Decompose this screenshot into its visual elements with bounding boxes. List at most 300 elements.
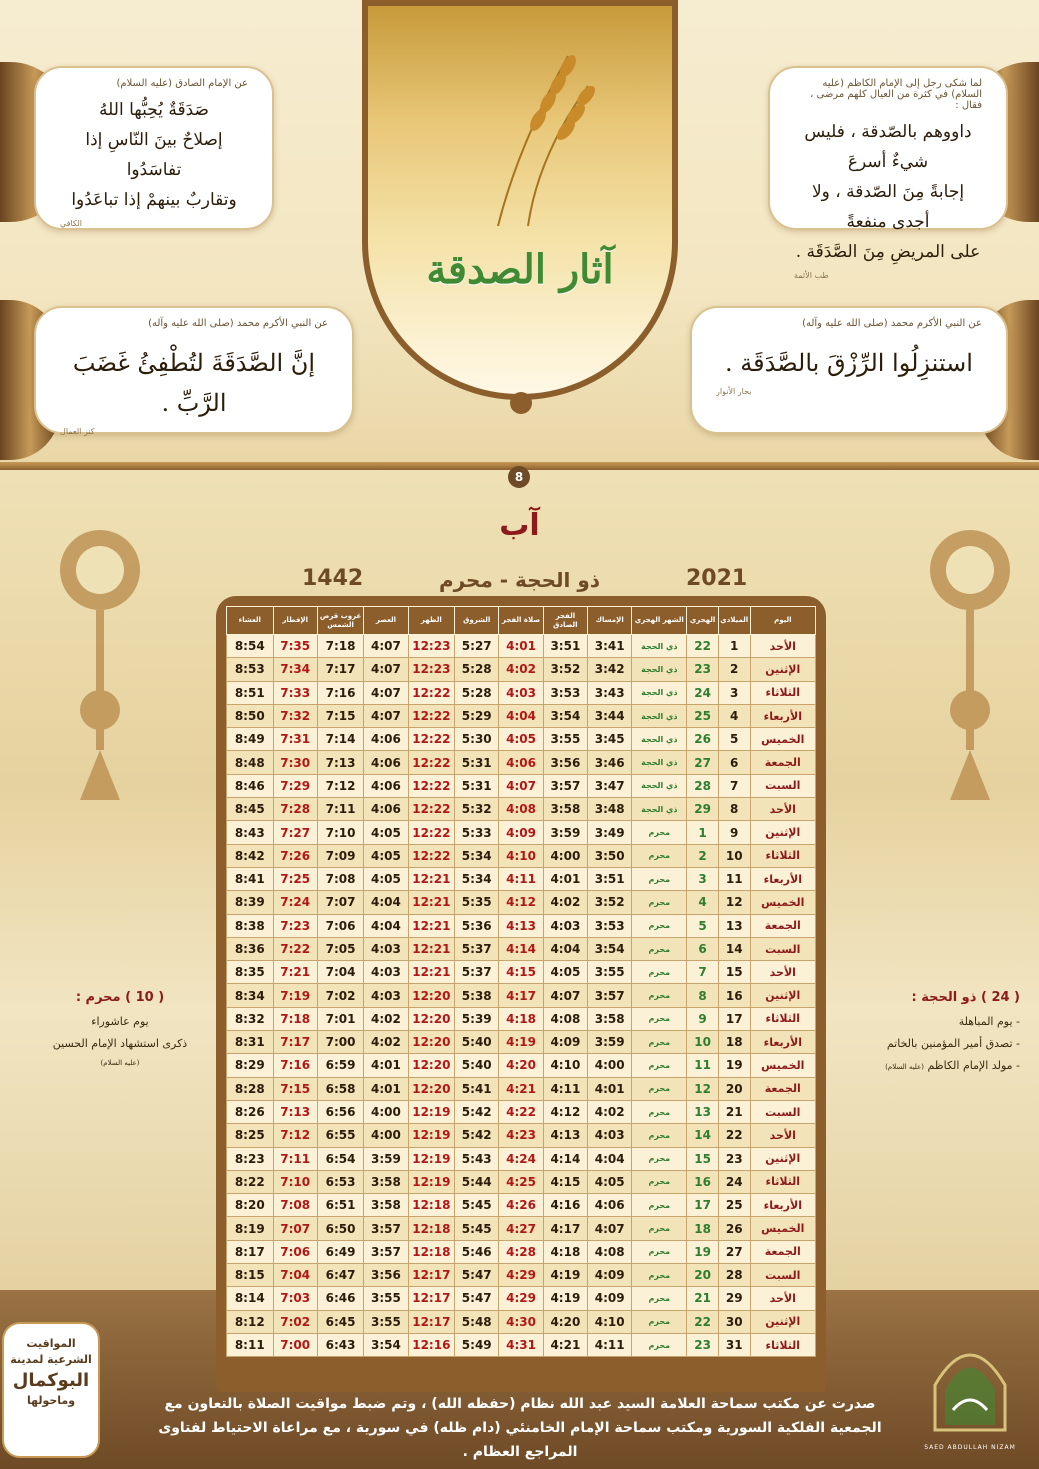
table-cell: 28 [687, 774, 719, 797]
quote-card-bottom-right [690, 306, 1008, 434]
table-cell: 12:21 [408, 867, 454, 890]
column-header: الشهر الهجري [632, 607, 687, 635]
table-cell: 7:12 [317, 774, 363, 797]
table-cell: 8:22 [227, 1170, 274, 1193]
table-cell: 5:40 [455, 1031, 499, 1054]
table-cell: ذي الحجة [632, 751, 687, 774]
table-row [227, 681, 816, 704]
wheat-image [368, 6, 672, 394]
table-cell: الإثنين [750, 821, 815, 844]
table-cell: 9 [718, 821, 750, 844]
table-cell: 8:39 [227, 891, 274, 914]
table-cell: 12:20 [408, 984, 454, 1007]
table-cell: 4:06 [364, 774, 408, 797]
table-cell: 6 [718, 751, 750, 774]
seal-logo [920, 1330, 1020, 1460]
table-cell: 3:41 [588, 635, 632, 658]
table-cell: 3:57 [364, 1240, 408, 1263]
table-cell: 18 [718, 1031, 750, 1054]
column-header: الميلادي [718, 607, 750, 635]
table-cell: 26 [687, 728, 719, 751]
badge-line: الشرعية لمدينة [10, 1353, 92, 1366]
table-cell: 3:43 [588, 681, 632, 704]
table-row [227, 821, 816, 844]
table-cell: 5:31 [455, 774, 499, 797]
table-cell: 5:49 [455, 1333, 499, 1356]
table-cell: 22 [687, 1310, 719, 1333]
table-cell: 6:47 [317, 1264, 363, 1287]
table-cell: 3:53 [543, 681, 587, 704]
table-cell: 12:22 [408, 728, 454, 751]
quote-card-top-right [768, 66, 1008, 280]
table-cell: 4:31 [499, 1333, 543, 1356]
table-cell: 4:07 [364, 681, 408, 704]
table-cell: 4:00 [588, 1054, 632, 1077]
table-row [227, 1217, 816, 1240]
gregorian-year: 2021 [686, 566, 748, 591]
table-cell: 4:04 [364, 914, 408, 937]
table-cell: 8:51 [227, 681, 274, 704]
table-cell: السبت [750, 774, 815, 797]
table-cell: 7:07 [273, 1217, 317, 1240]
table-cell: 7 [687, 961, 719, 984]
table-cell: الجمعة [750, 914, 815, 937]
table-cell: 12:17 [408, 1264, 454, 1287]
table-cell: 5:36 [455, 914, 499, 937]
event-note: (عليه السلام) [100, 1059, 140, 1067]
table-cell: 4:22 [499, 1100, 543, 1123]
table-cell: 7:04 [317, 961, 363, 984]
table-cell: 12:22 [408, 751, 454, 774]
table-cell: 4:08 [543, 1007, 587, 1030]
table-cell: 12:19 [408, 1170, 454, 1193]
table-row [227, 635, 816, 658]
table-cell: 12:19 [408, 1100, 454, 1123]
hijri-months: ذو الحجة - محرم [438, 568, 601, 592]
table-cell: 7:15 [317, 704, 363, 727]
table-cell: 5:33 [455, 821, 499, 844]
table-cell: 12:17 [408, 1287, 454, 1310]
table-cell: 5:45 [455, 1217, 499, 1240]
table-row [227, 1054, 816, 1077]
table-cell: 3:48 [588, 798, 632, 821]
table-cell: 4:15 [499, 961, 543, 984]
table-cell: الإثنين [750, 658, 815, 681]
quote-text [60, 95, 248, 215]
table-cell: 5:29 [455, 704, 499, 727]
table-cell: 4:17 [499, 984, 543, 1007]
table-cell: محرم [632, 1100, 687, 1123]
table-cell: 10 [687, 1031, 719, 1054]
table-cell: 12:22 [408, 798, 454, 821]
table-cell: 4:10 [588, 1310, 632, 1333]
table-cell: 4 [687, 891, 719, 914]
quote-reference: الكافي [60, 219, 83, 228]
table-cell: 11 [687, 1054, 719, 1077]
table-cell: 5:27 [455, 635, 499, 658]
table-cell: 4:07 [364, 704, 408, 727]
table-cell: 5:37 [455, 961, 499, 984]
table-cell: 7 [718, 774, 750, 797]
table-cell: 8:42 [227, 844, 274, 867]
table-cell: محرم [632, 1240, 687, 1263]
table-cell: 4:03 [543, 914, 587, 937]
table-cell: 4:02 [543, 891, 587, 914]
table-cell: 5:32 [455, 798, 499, 821]
quote-line: إصلاحٌ بينَ النّاسِ إذا تفاسَدُوا [85, 130, 223, 180]
event-box-right [840, 990, 1020, 1081]
table-cell: 4:07 [588, 1217, 632, 1240]
table-cell: 7:09 [317, 844, 363, 867]
table-row [227, 1147, 816, 1170]
table-cell: 1 [687, 821, 719, 844]
table-cell: 4:06 [499, 751, 543, 774]
table-cell: ذي الحجة [632, 798, 687, 821]
table-cell: 4:11 [588, 1333, 632, 1356]
table-cell: 5 [718, 728, 750, 751]
arabesque-ornament-icon [910, 510, 1030, 810]
table-cell: 8:19 [227, 1217, 274, 1240]
table-cell: 4:03 [364, 961, 408, 984]
table-cell: محرم [632, 1031, 687, 1054]
quote-line: داووهم بالصّدقة ، فليس شيءٌ أسرعَ [804, 122, 972, 172]
table-cell: 5:28 [455, 681, 499, 704]
table-cell: 4:26 [499, 1194, 543, 1217]
table-cell: 6:54 [317, 1147, 363, 1170]
table-cell: محرم [632, 1147, 687, 1170]
event-title: ( 24 ) ذو الحجة : [911, 990, 1020, 1005]
table-cell: 3:49 [588, 821, 632, 844]
table-cell: 7:21 [273, 961, 317, 984]
table-cell: 7:30 [273, 751, 317, 774]
table-cell: 6:43 [317, 1333, 363, 1356]
table-cell: 7:25 [273, 867, 317, 890]
table-row [227, 984, 816, 1007]
table-cell: الأحد [750, 798, 815, 821]
prayer-times-table-frame [216, 596, 826, 1392]
table-cell: 6:50 [317, 1217, 363, 1240]
table-cell: 3:55 [364, 1310, 408, 1333]
table-cell: 7:32 [273, 704, 317, 727]
quote-reference: كنز العمال [60, 427, 95, 436]
table-cell: 19 [718, 1054, 750, 1077]
table-cell: 3:55 [588, 961, 632, 984]
event-note: (عليه السلام) [885, 1063, 925, 1071]
table-cell: 7:29 [273, 774, 317, 797]
table-cell: محرم [632, 914, 687, 937]
table-cell: 25 [718, 1194, 750, 1217]
table-cell: 30 [718, 1310, 750, 1333]
table-cell: 3:53 [588, 914, 632, 937]
table-cell: 4:06 [364, 728, 408, 751]
table-cell: 31 [718, 1333, 750, 1356]
table-cell: 8:34 [227, 984, 274, 1007]
event-item: - تصدق أمير المؤمنين بالخاتم [886, 1037, 1020, 1050]
table-cell: 3:59 [364, 1147, 408, 1170]
table-cell: 15 [718, 961, 750, 984]
table-cell: 12:22 [408, 821, 454, 844]
quote-reference: طب الأئمة [794, 271, 829, 280]
table-cell: الأربعاء [750, 867, 815, 890]
quote-card-bottom-left [34, 306, 354, 434]
table-cell: 17 [687, 1194, 719, 1217]
table-cell: 4:04 [499, 704, 543, 727]
table-cell: الخميس [750, 1054, 815, 1077]
table-cell: 4:18 [543, 1240, 587, 1263]
table-cell: 4:01 [543, 867, 587, 890]
table-cell: 7:35 [273, 635, 317, 658]
table-cell: 18 [687, 1217, 719, 1240]
table-cell: 4:07 [364, 658, 408, 681]
table-cell: محرم [632, 1124, 687, 1147]
table-cell: 6 [687, 937, 719, 960]
table-cell: 12:18 [408, 1194, 454, 1217]
table-cell: 4:29 [499, 1264, 543, 1287]
table-cell: 8 [718, 798, 750, 821]
table-cell: 4:09 [588, 1287, 632, 1310]
table-cell: 5:47 [455, 1264, 499, 1287]
table-cell: محرم [632, 1077, 687, 1100]
badge-line: المواقيت [26, 1337, 76, 1350]
badge-city: البوكمال [12, 1370, 90, 1391]
table-cell: 7:28 [273, 798, 317, 821]
table-cell: 7:02 [317, 984, 363, 1007]
table-cell: 4:02 [364, 1007, 408, 1030]
city-badge [2, 1322, 100, 1458]
table-cell: 5:30 [455, 728, 499, 751]
table-cell: 3:46 [588, 751, 632, 774]
table-cell: 23 [687, 1333, 719, 1356]
table-cell: 7:03 [273, 1287, 317, 1310]
table-cell: 12:22 [408, 844, 454, 867]
table-cell: 20 [687, 1264, 719, 1287]
table-cell: 28 [718, 1264, 750, 1287]
table-cell: 7:17 [273, 1031, 317, 1054]
table-cell: 7:27 [273, 821, 317, 844]
table-cell: 6:49 [317, 1240, 363, 1263]
table-cell: 4:10 [499, 844, 543, 867]
table-cell: 7:06 [273, 1240, 317, 1263]
table-cell: 5:34 [455, 867, 499, 890]
table-cell: 4:03 [364, 984, 408, 1007]
wheat-icon [458, 26, 608, 226]
table-cell: 4:05 [364, 844, 408, 867]
table-cell: 3:51 [543, 635, 587, 658]
table-cell: 3:54 [364, 1333, 408, 1356]
table-cell: 7:12 [273, 1124, 317, 1147]
table-cell: 11 [718, 867, 750, 890]
table-cell: 3:52 [543, 658, 587, 681]
table-cell: 4:00 [364, 1100, 408, 1123]
table-cell: 7:33 [273, 681, 317, 704]
badge-line: وماحولها [26, 1394, 76, 1407]
table-cell: 5:43 [455, 1147, 499, 1170]
table-cell: الأربعاء [750, 1194, 815, 1217]
table-cell: 14 [687, 1124, 719, 1147]
table-cell: 26 [718, 1217, 750, 1240]
table-cell: 1 [718, 635, 750, 658]
table-cell: 4:13 [543, 1124, 587, 1147]
table-cell: 7:19 [273, 984, 317, 1007]
table-cell: الخميس [750, 728, 815, 751]
table-cell: ذي الحجة [632, 774, 687, 797]
table-cell: 3:58 [364, 1194, 408, 1217]
quote-line: صَدَقَةٌ يُحِبُّها اللهُ [99, 100, 209, 120]
table-cell: 3:57 [543, 774, 587, 797]
event-item: ذكرى استشهاد الإمام الحسين [52, 1037, 188, 1050]
table-cell: 8:25 [227, 1124, 274, 1147]
table-cell: 20 [718, 1077, 750, 1100]
table-cell: 4:13 [499, 914, 543, 937]
table-cell: 6:45 [317, 1310, 363, 1333]
table-row [227, 1310, 816, 1333]
table-cell: 4:09 [588, 1264, 632, 1287]
table-cell: الثلاثاء [750, 1007, 815, 1030]
table-cell: 8:11 [227, 1333, 274, 1356]
table-cell: 19 [687, 1240, 719, 1263]
table-cell: 12:21 [408, 937, 454, 960]
table-cell: 22 [687, 635, 719, 658]
table-row [227, 728, 816, 751]
title-frame [362, 0, 678, 400]
table-row [227, 914, 816, 937]
quote-card-top-left [34, 66, 274, 230]
table-cell: 5:35 [455, 891, 499, 914]
table-cell: 8:46 [227, 774, 274, 797]
table-cell: 8:41 [227, 867, 274, 890]
table-row [227, 1100, 816, 1123]
table-cell: 16 [687, 1170, 719, 1193]
table-cell: 5:47 [455, 1287, 499, 1310]
table-row [227, 751, 816, 774]
table-cell: السبت [750, 1100, 815, 1123]
table-cell: 5:46 [455, 1240, 499, 1263]
table-cell: 3 [687, 867, 719, 890]
table-cell: 5:42 [455, 1124, 499, 1147]
column-header: الإفطار [273, 607, 317, 635]
table-cell: 4:08 [499, 798, 543, 821]
quote-source: عن النبي الأكرم محمد (صلى الله عليه وآله) [148, 318, 328, 329]
table-row [227, 891, 816, 914]
table-row [227, 1170, 816, 1193]
table-row [227, 867, 816, 890]
table-cell: 5:34 [455, 844, 499, 867]
table-cell: 17 [718, 1007, 750, 1030]
table-cell: 12:18 [408, 1240, 454, 1263]
table-cell: 4:25 [499, 1170, 543, 1193]
table-cell: 7:06 [317, 914, 363, 937]
table-cell: 7:13 [273, 1100, 317, 1123]
table-cell: 12:19 [408, 1147, 454, 1170]
table-cell: 4:05 [364, 821, 408, 844]
table-cell: 6:58 [317, 1077, 363, 1100]
table-cell: 4:23 [499, 1124, 543, 1147]
quote-line: وتقاربٌ بينهمْ إذا تباعَدُوا [71, 190, 237, 210]
column-header: الشروق [455, 607, 499, 635]
table-cell: 7:14 [317, 728, 363, 751]
table-cell: 4:09 [543, 1031, 587, 1054]
footer-line: الجمعية الفلكية السورية ومكتب سماحة الإمام الخامنئي (دام ظله) في سورية ، مع مراعاة الاحتياط لفتاوى المراجع العظام . [158, 1420, 882, 1460]
table-cell: الأحد [750, 635, 815, 658]
table-cell: ذي الحجة [632, 658, 687, 681]
table-cell: 8:15 [227, 1264, 274, 1287]
table-cell: 4:06 [588, 1194, 632, 1217]
table-cell: 3:54 [543, 704, 587, 727]
table-cell: محرم [632, 821, 687, 844]
table-cell: 4:02 [499, 658, 543, 681]
table-cell: 12 [687, 1077, 719, 1100]
table-cell: 7:31 [273, 728, 317, 751]
table-cell: 8:49 [227, 728, 274, 751]
table-cell: 7:18 [317, 635, 363, 658]
table-cell: 8:23 [227, 1147, 274, 1170]
table-cell: الثلاثاء [750, 1333, 815, 1356]
table-row [227, 961, 816, 984]
table-cell: 3:57 [588, 984, 632, 1007]
table-cell: 4:24 [499, 1147, 543, 1170]
table-cell: 4:28 [499, 1240, 543, 1263]
table-cell: 12:18 [408, 1217, 454, 1240]
table-cell: 4:02 [588, 1100, 632, 1123]
table-cell: 7:24 [273, 891, 317, 914]
table-cell: 7:18 [273, 1007, 317, 1030]
table-cell: السبت [750, 1264, 815, 1287]
table-cell: 7:15 [273, 1077, 317, 1100]
table-cell: 3:56 [364, 1264, 408, 1287]
table-cell: 4:07 [364, 635, 408, 658]
table-cell: 3:47 [588, 774, 632, 797]
table-cell: 4:19 [543, 1287, 587, 1310]
column-header: غروب قرص الشمس [317, 607, 363, 635]
table-cell: الأربعاء [750, 704, 815, 727]
table-cell: 29 [687, 798, 719, 821]
table-cell: الثلاثاء [750, 1170, 815, 1193]
table-cell: 6:55 [317, 1124, 363, 1147]
table-cell: ذي الحجة [632, 681, 687, 704]
table-cell: 23 [718, 1147, 750, 1170]
table-cell: 12:21 [408, 891, 454, 914]
table-cell: 5:45 [455, 1194, 499, 1217]
table-row [227, 1007, 816, 1030]
table-cell: 4:01 [364, 1077, 408, 1100]
table-cell: محرم [632, 891, 687, 914]
table-cell: 7:17 [317, 658, 363, 681]
table-cell: 9 [687, 1007, 719, 1030]
hijri-year: 1442 [302, 566, 364, 591]
table-cell: 27 [687, 751, 719, 774]
table-cell: 8:17 [227, 1240, 274, 1263]
table-cell: 13 [687, 1100, 719, 1123]
table-cell: محرم [632, 961, 687, 984]
table-cell: 12:22 [408, 681, 454, 704]
table-cell: الخميس [750, 891, 815, 914]
table-cell: 4:10 [543, 1054, 587, 1077]
table-cell: 12:23 [408, 658, 454, 681]
table-cell: 7:05 [317, 937, 363, 960]
table-cell: الأحد [750, 1124, 815, 1147]
table-cell: 4:20 [499, 1054, 543, 1077]
table-cell: 3:58 [543, 798, 587, 821]
table-cell: 4:19 [499, 1031, 543, 1054]
quote-line: إجابةً مِنَ الصّدقة ، ولا أجدى منفعةً [811, 182, 965, 232]
table-cell: الإثنين [750, 1147, 815, 1170]
table-cell: 12:16 [408, 1333, 454, 1356]
table-cell: 25 [687, 704, 719, 727]
event-title: ( 10 ) محرم : [75, 990, 165, 1005]
table-cell: 4:15 [543, 1170, 587, 1193]
event-item: - يوم المباهلة [958, 1015, 1020, 1028]
table-cell: 12:22 [408, 704, 454, 727]
